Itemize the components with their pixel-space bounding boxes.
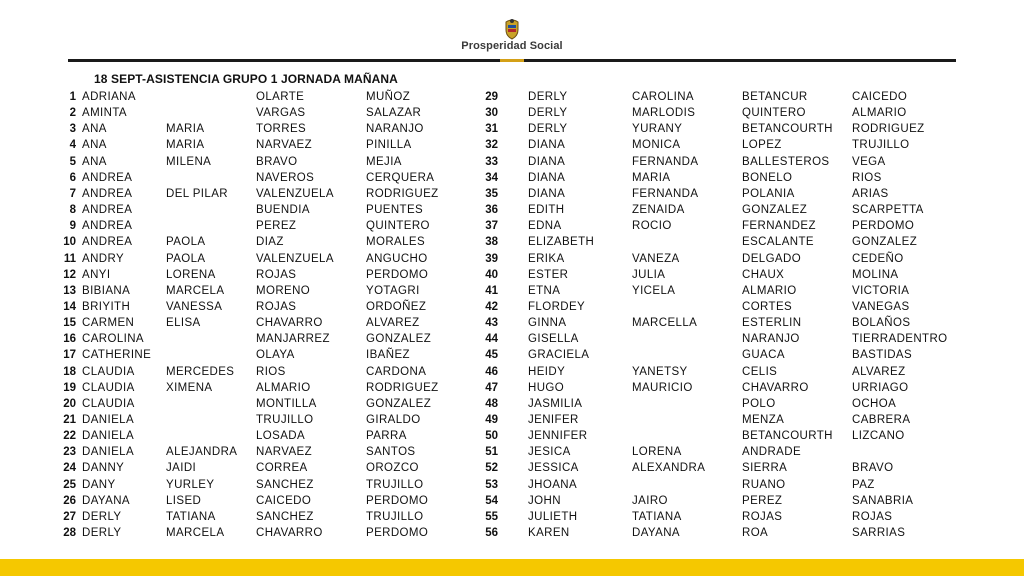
table-row: [0, 525, 1024, 541]
first-name: DANY: [82, 478, 116, 491]
second-surname: TRUJILLO: [852, 139, 910, 152]
second-surname: RODRIGUEZ: [366, 381, 439, 394]
first-surname: ALMARIO: [256, 381, 311, 394]
first-name: EDITH: [528, 204, 565, 217]
first-surname: ROJAS: [256, 300, 297, 313]
row-number: 39: [485, 252, 498, 265]
first-name: ANDREA: [82, 187, 133, 200]
first-surname: BRAVO: [256, 155, 298, 168]
first-name: DERLY: [528, 123, 568, 136]
table-row: [0, 315, 1024, 331]
row-number: 1: [69, 91, 76, 103]
table-row: [0, 477, 1024, 493]
row-number: 17: [63, 349, 76, 362]
row-number: 13: [63, 284, 76, 297]
first-surname: BUENDIA: [256, 204, 310, 217]
second-surname: YOTAGRI: [366, 284, 420, 297]
first-surname: TORRES: [256, 123, 307, 136]
row-number: 8: [69, 204, 76, 217]
first-surname: OLARTE: [256, 91, 305, 103]
row-number: 31: [485, 123, 498, 136]
table-row: [0, 170, 1024, 186]
row-number: 34: [485, 171, 498, 184]
row-number: 47: [485, 381, 498, 394]
first-name: DIANA: [528, 171, 566, 184]
first-surname: BETANCOURTH: [742, 430, 833, 443]
table-row: [0, 202, 1024, 218]
second-name: ROCIO: [632, 220, 672, 233]
first-name: DAYANA: [82, 494, 130, 507]
row-number: 26: [63, 494, 76, 507]
first-surname: RIOS: [256, 365, 286, 378]
row-number: 19: [63, 381, 76, 394]
row-number: 32: [485, 139, 498, 152]
second-name: ELISA: [166, 317, 201, 330]
second-surname: BRAVO: [852, 462, 894, 475]
first-surname: LOSADA: [256, 430, 306, 443]
second-name: MARIA: [166, 139, 205, 152]
first-name: CATHERINE: [82, 349, 152, 362]
second-name: FERNANDA: [632, 187, 699, 200]
second-surname: RIOS: [852, 171, 882, 184]
second-surname: ALMARIO: [852, 107, 907, 120]
first-surname: MORENO: [256, 284, 311, 297]
second-surname: IBAÑEZ: [366, 349, 410, 362]
table-row: [0, 121, 1024, 137]
second-name: MONICA: [632, 139, 681, 152]
second-name: YURLEY: [166, 478, 215, 491]
first-surname: TRUJILLO: [256, 414, 314, 426]
first-name: GISELLA: [528, 333, 579, 346]
row-number: 45: [485, 349, 498, 362]
first-surname: NARVAEZ: [256, 139, 313, 152]
second-name: VANESSA: [166, 300, 223, 313]
second-name: MARLODIS: [632, 107, 696, 120]
row-number: 33: [485, 155, 498, 168]
second-surname: PERDOMO: [366, 268, 429, 281]
first-surname: NARANJO: [742, 333, 800, 346]
second-surname: VANEGAS: [852, 300, 910, 313]
first-surname: ALMARIO: [742, 284, 797, 297]
second-surname: RODRIGUEZ: [366, 187, 439, 200]
table-row: [0, 267, 1024, 283]
row-number: 23: [63, 446, 76, 459]
second-name: YICELA: [632, 284, 676, 297]
first-name: ADRIANA: [82, 91, 136, 103]
first-surname: BONELO: [742, 171, 793, 184]
row-number: 24: [63, 462, 76, 475]
first-name: CLAUDIA: [82, 381, 135, 394]
row-number: 15: [63, 317, 76, 330]
page-title: 18 SEPT-ASISTENCIA GRUPO 1 JORNADA MAÑANA: [94, 72, 398, 86]
second-surname: PUENTES: [366, 204, 424, 217]
second-name: JAIDI: [166, 462, 197, 475]
table-row: [0, 89, 1024, 105]
second-surname: GONZALEZ: [366, 397, 432, 410]
row-number: 30: [485, 107, 498, 120]
second-surname: ALVAREZ: [852, 365, 906, 378]
first-name: JENNIFER: [528, 430, 588, 443]
first-surname: MANJARREZ: [256, 333, 330, 346]
first-surname: NARVAEZ: [256, 446, 313, 459]
header: [0, 0, 1024, 60]
table-row: [0, 428, 1024, 444]
second-surname: MEJIA: [366, 155, 402, 168]
second-name: TATIANA: [632, 510, 682, 523]
row-number: 22: [63, 430, 76, 443]
table-row: [0, 347, 1024, 363]
second-name: ALEJANDRA: [166, 446, 238, 459]
second-name: XIMENA: [166, 381, 213, 394]
first-surname: SANCHEZ: [256, 510, 314, 523]
first-name: ESTER: [528, 268, 569, 281]
row-number: 37: [485, 220, 498, 233]
second-name: PAOLA: [166, 252, 206, 265]
first-name: JASMILIA: [528, 397, 583, 410]
second-name: MERCEDES: [166, 365, 235, 378]
first-surname: GUACA: [742, 349, 785, 362]
first-surname: CHAVARRO: [256, 527, 323, 540]
second-surname: ANGUCHO: [366, 252, 428, 265]
first-surname: FERNANDEZ: [742, 220, 816, 233]
first-surname: CHAVARRO: [742, 381, 809, 394]
first-surname: OLAYA: [256, 349, 295, 362]
second-name: ALEXANDRA: [632, 462, 706, 475]
first-surname: BALLESTEROS: [742, 155, 830, 168]
table-row: [0, 493, 1024, 509]
first-name: ETNA: [528, 284, 561, 297]
row-number: 20: [63, 397, 76, 410]
first-surname: BETANCOURTH: [742, 123, 833, 136]
first-name: ANA: [82, 155, 107, 168]
first-surname: PEREZ: [742, 494, 783, 507]
first-name: DERLY: [82, 510, 122, 523]
second-surname: PARRA: [366, 430, 407, 443]
row-number: 27: [63, 510, 76, 523]
second-surname: GONZALEZ: [852, 236, 918, 249]
table-row: [0, 137, 1024, 153]
row-number: 25: [63, 478, 76, 491]
first-surname: NAVEROS: [256, 171, 315, 184]
second-name: JULIA: [632, 268, 666, 281]
row-number: 9: [69, 220, 76, 233]
second-name: MILENA: [166, 155, 212, 168]
second-surname: TRUJILLO: [366, 478, 424, 491]
table-row: [0, 218, 1024, 234]
table-row: [0, 380, 1024, 396]
second-surname: ORDOÑEZ: [366, 300, 427, 313]
row-number: 11: [63, 252, 76, 265]
first-surname: CHAVARRO: [256, 317, 323, 330]
row-number: 43: [485, 317, 498, 330]
first-name: DERLY: [528, 107, 568, 120]
row-number: 42: [485, 300, 498, 313]
row-number: 50: [485, 430, 498, 443]
second-name: YURANY: [632, 123, 683, 136]
first-name: DANIELA: [82, 446, 135, 459]
second-name: MARCELA: [166, 527, 225, 540]
second-surname: ARIAS: [852, 187, 889, 200]
row-number: 49: [485, 414, 498, 426]
first-surname: ROJAS: [742, 510, 783, 523]
first-surname: VALENZUELA: [256, 252, 334, 265]
row-number: 48: [485, 397, 498, 410]
first-name: ANDREA: [82, 204, 133, 217]
first-name: KAREN: [528, 527, 570, 540]
table-row: [0, 396, 1024, 412]
first-surname: POLANIA: [742, 187, 795, 200]
second-surname: SALAZAR: [366, 107, 422, 120]
second-surname: TIERRADENTRO: [852, 333, 948, 346]
second-name: DAYANA: [632, 527, 680, 540]
row-number: 16: [63, 333, 76, 346]
first-surname: DIAZ: [256, 236, 284, 249]
first-name: JHOANA: [528, 478, 578, 491]
table-row: [0, 186, 1024, 202]
second-name: MARIA: [632, 171, 671, 184]
first-name: GRACIELA: [528, 349, 590, 362]
first-surname: MONTILLA: [256, 397, 317, 410]
first-name: CAROLINA: [82, 333, 144, 346]
first-surname: CHAUX: [742, 268, 785, 281]
first-surname: RUANO: [742, 478, 786, 491]
second-surname: PERDOMO: [366, 494, 429, 507]
first-name: BRIYITH: [82, 300, 131, 313]
row-number: 36: [485, 204, 498, 217]
first-surname: BETANCUR: [742, 91, 808, 103]
second-name: PAOLA: [166, 236, 206, 249]
row-number: 14: [63, 300, 76, 313]
table-row: [0, 251, 1024, 267]
first-name: DIANA: [528, 187, 566, 200]
row-number: 2: [69, 107, 76, 120]
first-name: DANIELA: [82, 414, 135, 426]
first-name: DANIELA: [82, 430, 135, 443]
first-surname: VALENZUELA: [256, 187, 334, 200]
first-name: JULIETH: [528, 510, 578, 523]
second-surname: NARANJO: [366, 123, 424, 136]
table-row: [0, 234, 1024, 250]
first-surname: CORREA: [256, 462, 308, 475]
first-surname: GONZALEZ: [742, 204, 808, 217]
second-surname: MOLINA: [852, 268, 899, 281]
second-surname: ROJAS: [852, 510, 893, 523]
second-surname: QUINTERO: [366, 220, 430, 233]
first-name: DANNY: [82, 462, 125, 475]
table-row: [0, 460, 1024, 476]
second-name: MARIA: [166, 123, 205, 136]
first-name: BIBIANA: [82, 284, 131, 297]
row-number: 52: [485, 462, 498, 475]
second-name: YANETSY: [632, 365, 688, 378]
first-surname: PEREZ: [256, 220, 297, 233]
second-surname: VICTORIA: [852, 284, 910, 297]
second-surname: URRIAGO: [852, 381, 909, 394]
row-number: 38: [485, 236, 498, 249]
first-surname: ANDRADE: [742, 446, 802, 459]
second-surname: LIZCANO: [852, 430, 905, 443]
second-name: MARCELA: [166, 284, 225, 297]
second-surname: SANABRIA: [852, 494, 914, 507]
row-number: 46: [485, 365, 498, 378]
first-name: FLORDEY: [528, 300, 586, 313]
second-name: LORENA: [166, 268, 216, 281]
first-surname: ESTERLIN: [742, 317, 802, 330]
first-name: JOHN: [528, 494, 561, 507]
first-name: JESSICA: [528, 462, 579, 475]
first-name: ELIZABETH: [528, 236, 595, 249]
row-number: 5: [69, 155, 76, 168]
second-surname: MUÑOZ: [366, 91, 411, 103]
first-name: CLAUDIA: [82, 397, 135, 410]
row-number: 51: [485, 446, 498, 459]
coat-of-arms-icon: [502, 18, 522, 40]
second-surname: SCARPETTA: [852, 204, 924, 217]
attendance-table: [0, 89, 1024, 541]
first-name: HUGO: [528, 381, 565, 394]
table-row: [0, 364, 1024, 380]
second-name: MARCELLA: [632, 317, 698, 330]
second-name: DEL PILAR: [166, 187, 228, 200]
table-row: [0, 299, 1024, 315]
second-surname: CAICEDO: [852, 91, 908, 103]
second-surname: PERDOMO: [366, 527, 429, 540]
first-surname: ESCALANTE: [742, 236, 814, 249]
second-name: LORENA: [632, 446, 682, 459]
first-name: JENIFER: [528, 414, 579, 426]
second-surname: BOLAÑOS: [852, 317, 911, 330]
second-surname: OCHOA: [852, 397, 897, 410]
second-surname: CERQUERA: [366, 171, 435, 184]
row-number: 35: [485, 187, 498, 200]
row-number: 4: [69, 139, 76, 152]
second-name: LISED: [166, 494, 202, 507]
first-name: CLAUDIA: [82, 365, 135, 378]
row-number: 41: [485, 284, 498, 297]
second-surname: PAZ: [852, 478, 875, 491]
first-surname: POLO: [742, 397, 776, 410]
row-number: 18: [63, 365, 76, 378]
table-row: [0, 509, 1024, 525]
row-number: 12: [63, 268, 76, 281]
first-surname: SANCHEZ: [256, 478, 314, 491]
table-row: [0, 283, 1024, 299]
first-name: EDNA: [528, 220, 562, 233]
first-surname: QUINTERO: [742, 107, 806, 120]
first-surname: CAICEDO: [256, 494, 312, 507]
row-number: 6: [69, 171, 76, 184]
first-name: ANDRY: [82, 252, 125, 265]
second-surname: CEDEÑO: [852, 252, 904, 265]
row-number: 53: [485, 478, 498, 491]
second-name: CAROLINA: [632, 91, 694, 103]
first-surname: SIERRA: [742, 462, 788, 475]
second-surname: CARDONA: [366, 365, 427, 378]
first-name: CARMEN: [82, 317, 135, 330]
second-surname: OROZCO: [366, 462, 419, 475]
table-row: [0, 105, 1024, 121]
first-surname: ROJAS: [256, 268, 297, 281]
table-row: [0, 331, 1024, 347]
table-row: [0, 154, 1024, 170]
second-name: FERNANDA: [632, 155, 699, 168]
second-name: ZENAIDA: [632, 204, 685, 217]
row-number: 40: [485, 268, 498, 281]
second-surname: ALVAREZ: [366, 317, 420, 330]
first-name: ANA: [82, 139, 107, 152]
header-rule-accent: [500, 59, 524, 62]
first-surname: CELIS: [742, 365, 778, 378]
first-name: ANA: [82, 123, 107, 136]
first-name: DIANA: [528, 155, 566, 168]
second-surname: SARRIAS: [852, 527, 906, 540]
second-name: JAIRO: [632, 494, 668, 507]
row-number: 29: [485, 91, 498, 103]
second-surname: RODRIGUEZ: [852, 123, 925, 136]
first-surname: LOPEZ: [742, 139, 782, 152]
row-number: 10: [63, 236, 76, 249]
second-surname: PINILLA: [366, 139, 412, 152]
first-surname: DELGADO: [742, 252, 802, 265]
footer-band: [0, 559, 1024, 576]
table-row: [0, 412, 1024, 428]
row-number: 55: [485, 510, 498, 523]
first-surname: MENZA: [742, 414, 785, 426]
second-surname: GONZALEZ: [366, 333, 432, 346]
first-name: ANDREA: [82, 220, 133, 233]
second-surname: VEGA: [852, 155, 886, 168]
first-surname: VARGAS: [256, 107, 306, 120]
row-number: 56: [485, 527, 498, 540]
row-number: 44: [485, 333, 498, 346]
second-name: MAURICIO: [632, 381, 693, 394]
second-surname: MORALES: [366, 236, 426, 249]
row-number: 21: [63, 414, 76, 426]
first-name: DIANA: [528, 139, 566, 152]
second-name: TATIANA: [166, 510, 216, 523]
second-surname: BASTIDAS: [852, 349, 913, 362]
brand-name: Prosperidad Social: [461, 40, 563, 52]
second-name: VANEZA: [632, 252, 680, 265]
row-number: 54: [485, 494, 498, 507]
first-name: ANYI: [82, 268, 111, 281]
first-name: GINNA: [528, 317, 567, 330]
first-name: ANDREA: [82, 236, 133, 249]
row-number: 7: [69, 187, 76, 200]
second-surname: PERDOMO: [852, 220, 915, 233]
first-surname: ROA: [742, 527, 769, 540]
first-name: ERIKA: [528, 252, 565, 265]
table-row: [0, 444, 1024, 460]
first-name: AMINTA: [82, 107, 127, 120]
first-name: ANDREA: [82, 171, 133, 184]
second-surname: GIRALDO: [366, 414, 421, 426]
second-surname: SANTOS: [366, 446, 416, 459]
second-surname: TRUJILLO: [366, 510, 424, 523]
row-number: 28: [63, 527, 76, 540]
first-surname: CORTES: [742, 300, 793, 313]
first-name: JESICA: [528, 446, 571, 459]
second-surname: CABRERA: [852, 414, 911, 426]
first-name: DERLY: [528, 91, 568, 103]
first-name: HEIDY: [528, 365, 566, 378]
first-name: DERLY: [82, 527, 122, 540]
row-number: 3: [69, 123, 76, 136]
